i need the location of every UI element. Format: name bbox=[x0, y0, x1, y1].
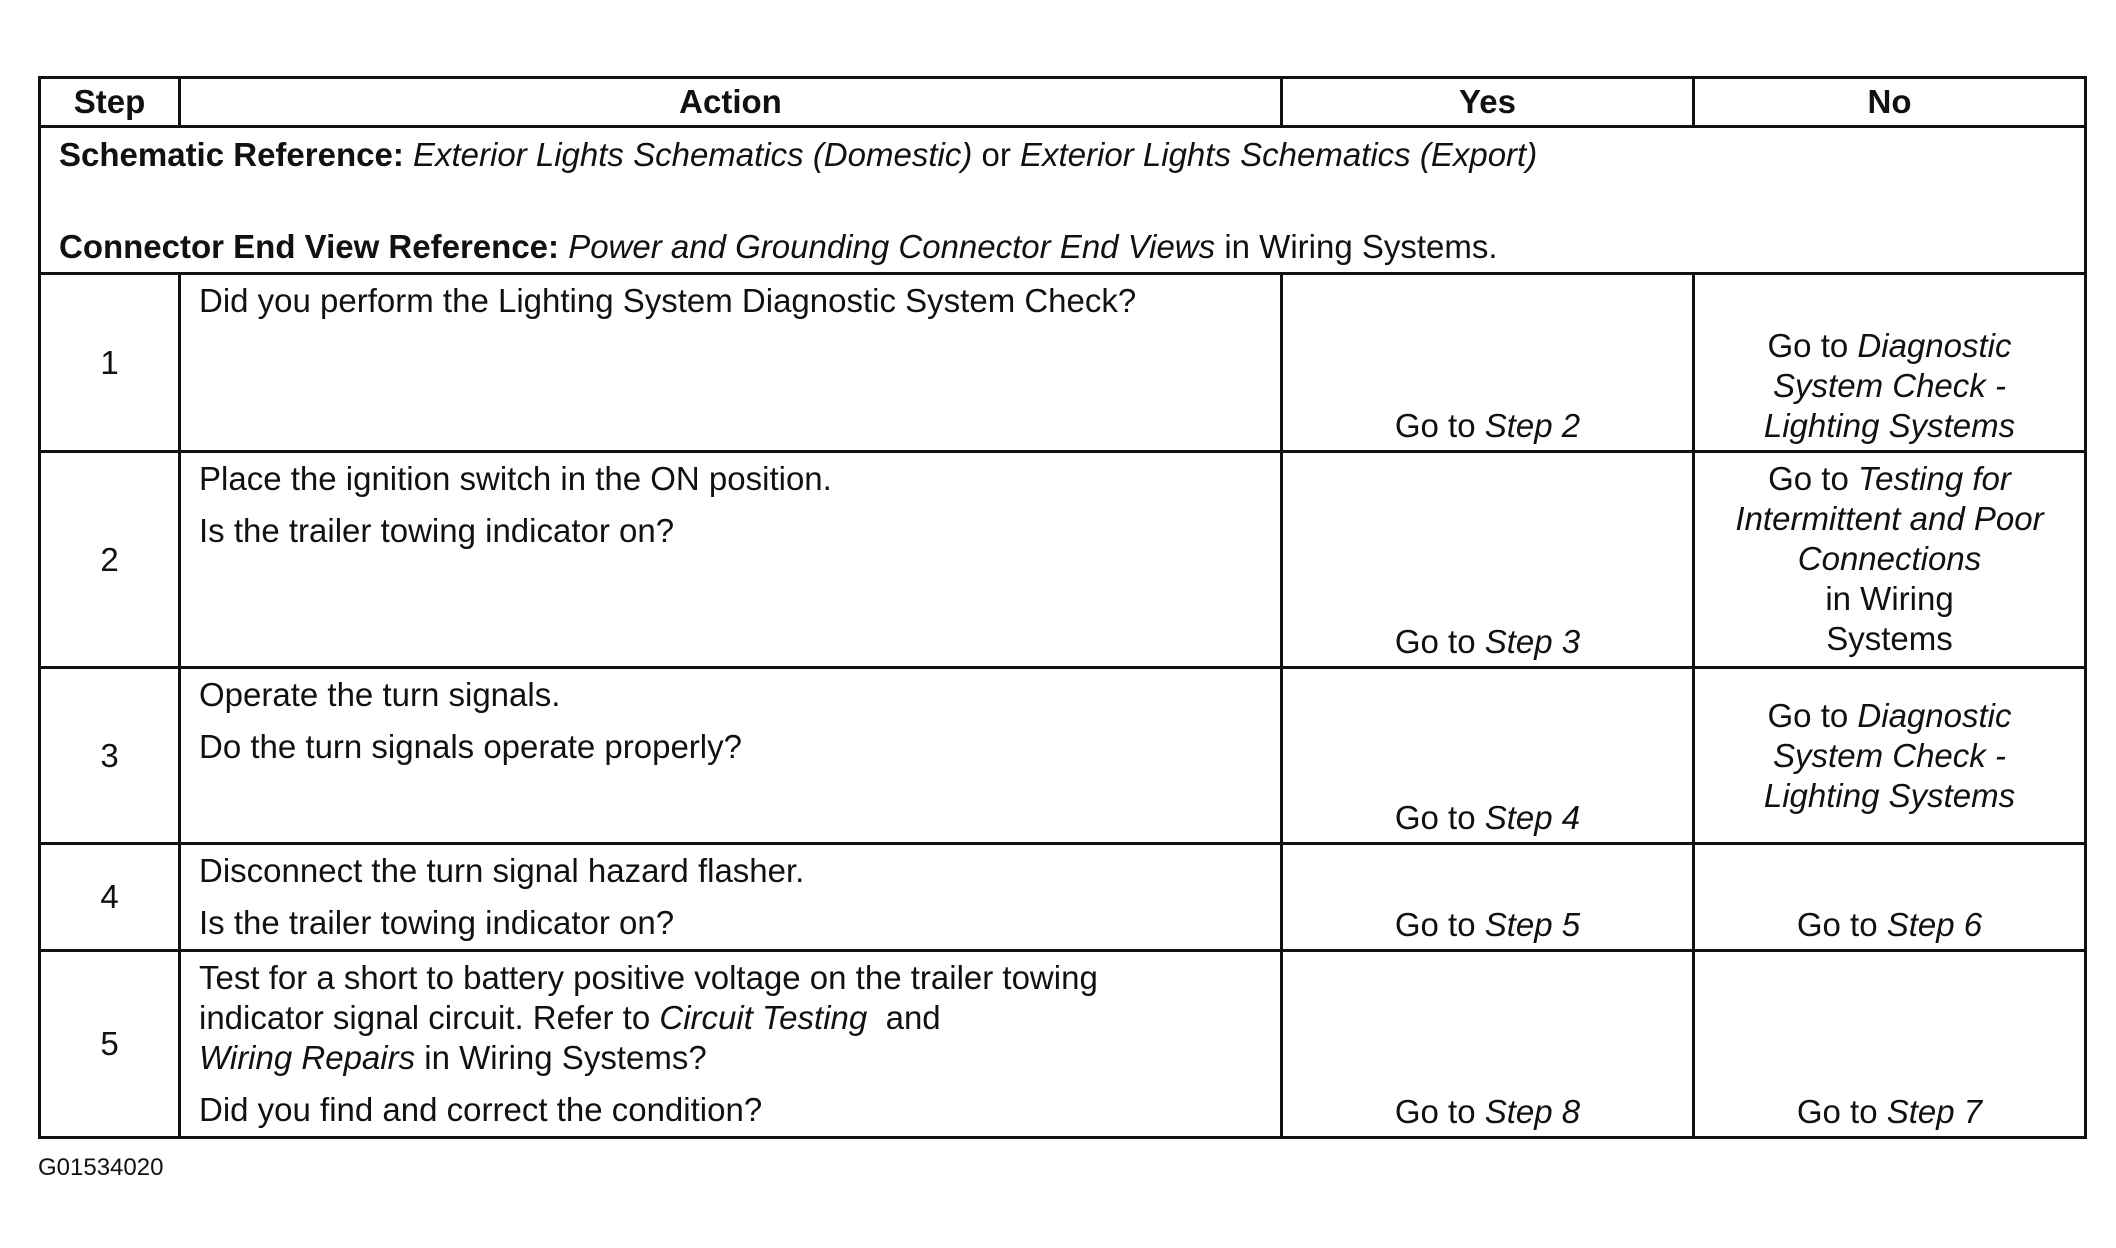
step-number: 4 bbox=[40, 844, 180, 951]
action-cell bbox=[180, 844, 1282, 951]
schematic-link-export[interactable]: Exterior Lights Schematics (Export) bbox=[1020, 136, 1538, 173]
table-row bbox=[40, 274, 2086, 452]
table-row bbox=[40, 844, 2086, 951]
step-link[interactable]: Step 6 bbox=[1886, 906, 1983, 943]
schematic-or: or bbox=[981, 136, 1011, 173]
no-cell: Go to Diagnostic System Check - Lighting Systems bbox=[1694, 274, 2086, 452]
no-cell: Go to Step 7 bbox=[1694, 951, 2086, 1138]
reference-cell bbox=[40, 127, 2086, 274]
action-question: Did you find and correct the condition? bbox=[199, 1091, 763, 1128]
step-link[interactable]: Step 7 bbox=[1886, 1093, 1983, 1130]
diagnostic-check-link[interactable]: Diagnostic System Check - Lighting Systems bbox=[1763, 696, 2016, 814]
action-text: Place the ignition switch in the ON position. bbox=[199, 460, 832, 497]
action-text: Test for a short to battery positive voltage on the trailer towing bbox=[199, 959, 1098, 996]
action-text: Wiring Repairs in Wiring Systems? bbox=[199, 1039, 707, 1076]
header-row bbox=[40, 78, 2086, 127]
intermittent-connections-link[interactable]: Testing for Intermittent and Poor Connections bbox=[1735, 460, 2044, 577]
yes-cell: Go to Step 4 bbox=[1282, 668, 1694, 844]
no-cell: Go to Step 6 bbox=[1694, 844, 2086, 951]
connector-end-views-link[interactable]: Power and Grounding Connector End Views bbox=[568, 228, 1216, 265]
yes-cell: Go to Step 3 bbox=[1282, 452, 1694, 668]
yes-cell: Go to Step 2 bbox=[1282, 274, 1694, 452]
header-no: No bbox=[1694, 78, 2086, 127]
connector-reference-label: Connector End View Reference: bbox=[59, 228, 560, 265]
action-cell bbox=[180, 951, 1282, 1138]
step-link[interactable]: Step 4 bbox=[1484, 799, 1581, 836]
step-link[interactable]: Step 3 bbox=[1484, 623, 1581, 660]
action-question: Do the turn signals operate properly? bbox=[199, 728, 742, 765]
action-text: Disconnect the turn signal hazard flasher. bbox=[199, 852, 805, 889]
step-number: 2 bbox=[40, 452, 180, 668]
no-cell: Go to Testing for Intermittent and Poor Connections in Wiring Systems bbox=[1694, 452, 2086, 668]
reference-row bbox=[40, 127, 2086, 274]
table-row bbox=[40, 452, 2086, 668]
wiring-repairs-link[interactable]: Wiring Repairs bbox=[199, 1039, 416, 1076]
step-number: 3 bbox=[40, 668, 180, 844]
step-link[interactable]: Step 2 bbox=[1484, 407, 1581, 444]
action-question: Is the trailer towing indicator on? bbox=[199, 512, 675, 549]
step-number: 1 bbox=[40, 274, 180, 452]
step-number: 5 bbox=[40, 951, 180, 1138]
action-cell bbox=[180, 452, 1282, 668]
action-text: indicator signal circuit. Refer to Circuit Testing and bbox=[199, 999, 941, 1036]
table-row bbox=[40, 668, 2086, 844]
step-link[interactable]: Step 8 bbox=[1484, 1093, 1581, 1130]
figure-id: G01534020 bbox=[38, 1154, 164, 1181]
action-cell bbox=[180, 274, 1282, 452]
yes-cell: Go to Step 8 bbox=[1282, 951, 1694, 1138]
diagnostic-check-link[interactable]: Diagnostic System Check - Lighting Systems bbox=[1763, 327, 2016, 444]
no-cell: Go to Diagnostic System Check - Lighting Systems bbox=[1694, 668, 2086, 844]
action-question: Is the trailer towing indicator on? bbox=[199, 904, 675, 941]
header-step: Step bbox=[40, 78, 180, 127]
diagnostic-table bbox=[38, 76, 2087, 1139]
yes-cell: Go to Step 5 bbox=[1282, 844, 1694, 951]
circuit-testing-link[interactable]: Circuit Testing bbox=[659, 999, 868, 1036]
schematic-reference-label: Schematic Reference: bbox=[59, 136, 404, 173]
schematic-reference bbox=[59, 132, 2084, 178]
action-cell bbox=[180, 668, 1282, 844]
connector-reference bbox=[59, 224, 2084, 270]
action-text: Did you perform the Lighting System Diagnostic System Check? bbox=[199, 282, 1137, 319]
step-link[interactable]: Step 5 bbox=[1484, 906, 1581, 943]
header-yes: Yes bbox=[1282, 78, 1694, 127]
connector-reference-suffix: in Wiring Systems. bbox=[1224, 228, 1498, 265]
table-row bbox=[40, 951, 2086, 1138]
header-action: Action bbox=[180, 78, 1282, 127]
action-text: Operate the turn signals. bbox=[199, 676, 561, 713]
schematic-link-domestic[interactable]: Exterior Lights Schematics (Domestic) bbox=[413, 136, 973, 173]
